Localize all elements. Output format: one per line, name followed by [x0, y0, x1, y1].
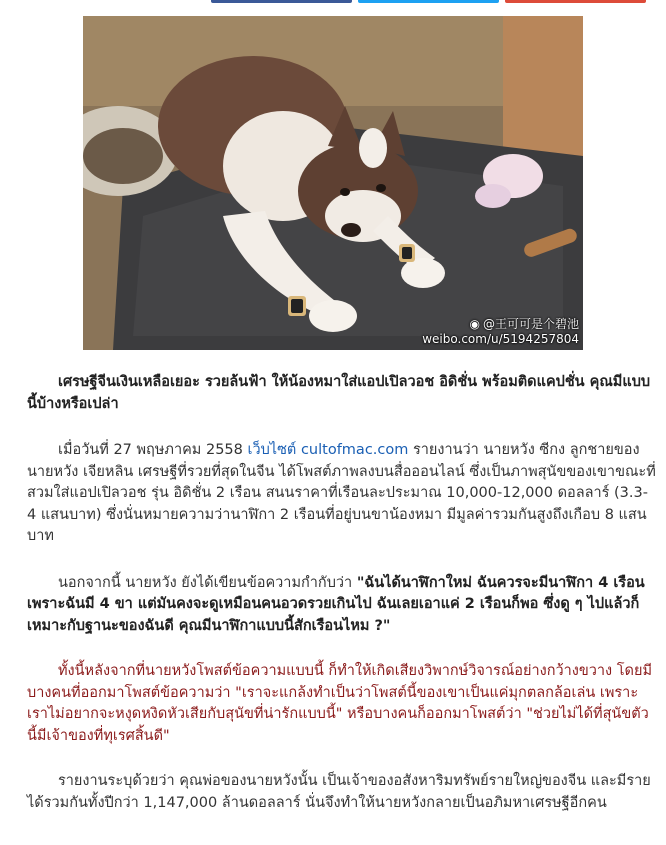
weibo-watermark: [422, 317, 579, 347]
cultofmac-link[interactable]: cultofmac.com: [300, 442, 409, 458]
paragraph-3-text: ทั้งนี้หลังจากที่นายหวังโพสต์ข้อความแบบนี้ ก็ทำให้เกิดเสียงวิพากษ์วิจารณ์อย่างกว้างขวาง โดยมีบางคนที่ออกมาโพสต์ข้อความว่า "เราจะแกล้งทำเป็นว่าโพสต์นี้ของเขาเป็นแค่มุกตลกล้อเล่น เพราะเราไม่อยากจะหงุดหงิดหัวเสียกับสุนัขที่น่ารักแบบนี้" หรือบางคนก็ออกมาโพสต์ว่า "ช่วยไม่ได้ที่สุนัขตัวนี้มีเจ้าของที่ทุเรศสิ้นดี": [27, 663, 652, 744]
watermark-url: weibo.com/u/5194257804: [422, 332, 579, 346]
article-photo: [83, 16, 583, 350]
article-body: [27, 372, 657, 814]
paragraph-2-lead: นอกจากนี้ นายหวัง ยังได้เขียนข้อความกำกับว่า: [58, 574, 357, 591]
paragraph-1: [27, 440, 657, 548]
weibo-logo-icon: ◉: [469, 317, 480, 331]
paragraph-3: [27, 661, 657, 747]
paragraph-4-text: รายงานระบุด้วยว่า คุณพ่อของนายหวังนั้น เป็นเจ้าของอสังหาริมทรัพย์รายใหญ่ของจีน และมีรายได้รวมกันทั้งปีกว่า 1,147,000 ล้านดอลลาร์ นั่นจึงทำให้นายหวังกลายเป็นอภิมหาเศรษฐีอีกคน: [27, 773, 651, 811]
website-link[interactable]: เว็บไซต์: [247, 442, 297, 458]
paragraph-1-lead: เมื่อวันที่ 27 พฤษภาคม 2558: [58, 442, 248, 458]
paragraph-4: [27, 771, 657, 814]
google-plus-share-button[interactable]: [505, 0, 646, 3]
headline-text: เศรษฐีจีนเงินเหลือเยอะ รวยล้นฟ้า ให้น้องหมาใส่แอปเปิลวอช อิดิชั่น พร้อมติดแคปชั่น คุณมีแบบนี้บ้างหรือเปล่า: [27, 374, 651, 412]
twitter-share-button[interactable]: [358, 0, 499, 3]
paragraph-1-rest: รายงานว่า นายหวัง ซีกง ลูกชายของนายหวัง เจียหลิน เศรษฐีที่รวยที่สุดในจีน ได้โพสต์ภาพลงบนสื่อออนไลน์ ซึ่งเป็นภาพสุนัขของเขาขณะที่สวมใส่แอปเปิลวอช รุ่น อิดิชั่น 2 เรือน สนนราคาที่เรือนละประมาณ 10,000-12,000 ดอลลาร์ (3.3-4 แสนบาท) ซึ่งนั่นหมายความว่านาฬิกา 2 เรือนที่อยู่บนขาน้องหมา มีมูลค่ารวมกันสูงถึงเกือบ 8 แสนบาท: [27, 442, 656, 544]
share-bar: [0, 0, 666, 4]
facebook-share-button[interactable]: [211, 0, 352, 3]
owner-quote: "ฉันได้นาฬิกาใหม่ ฉันควรจะมีนาฬิกา 4 เรือน เพราะฉันมี 4 ขา แต่มันคงจะดูเหมือนคนอวดรวยเกินไป ฉันเลยเอาแค่ 2 เรือนก็พอ ซึ่งดู ๆ ไปแล้วก็เหมาะกับฐานะของฉันดี คุณมีนาฬิกาแบบนี้สักเรือนไหม ?": [27, 574, 645, 634]
article-headline: [27, 372, 657, 415]
paragraph-2: [27, 573, 657, 638]
watermark-username: @王可可是个碧池: [482, 317, 579, 331]
dog-illustration: [83, 16, 583, 350]
